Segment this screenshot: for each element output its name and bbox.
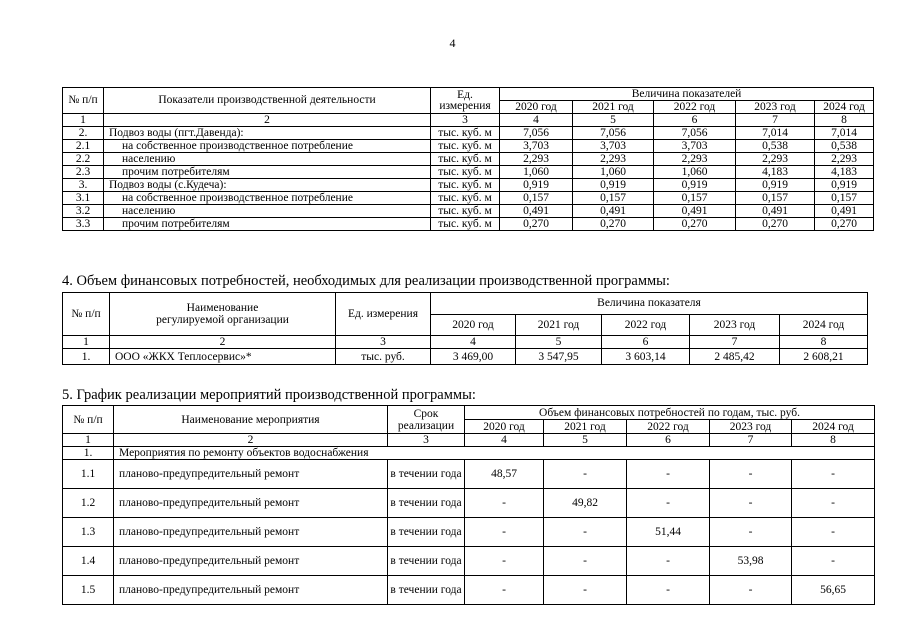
row-value: 2 485,42 <box>690 349 780 365</box>
row-num: 2.2 <box>63 153 104 166</box>
header-year: 2020 год <box>500 101 573 114</box>
event-term: в течении года <box>388 489 465 518</box>
index-cell: 1 <box>63 434 114 447</box>
header-year: 2021 год <box>544 420 627 434</box>
header-year: 2024 год <box>815 101 874 114</box>
row-value: 51,44 <box>627 518 710 547</box>
index-cell: 5 <box>573 114 654 127</box>
header-org <box>110 293 336 336</box>
row-unit: тыс. куб. м <box>431 166 500 179</box>
row-value: 3 469,00 <box>431 349 516 365</box>
index-row <box>63 434 875 447</box>
row-value: 1,060 <box>500 166 573 179</box>
index-cell: 4 <box>431 336 516 349</box>
table-row <box>63 576 875 605</box>
index-cell: 7 <box>710 434 792 447</box>
row-value: 0,919 <box>573 179 654 192</box>
row-value: - <box>710 518 792 547</box>
event-name: планово-предупредительный ремонт <box>114 576 388 605</box>
header-year: 2023 год <box>736 101 815 114</box>
row-value: - <box>465 547 544 576</box>
row-num: 2.1 <box>63 140 104 153</box>
header-year: 2024 год <box>792 420 875 434</box>
row-value: 0,919 <box>654 179 736 192</box>
row-num: 2.3 <box>63 166 104 179</box>
table-row <box>63 127 874 140</box>
row-value: 53,98 <box>710 547 792 576</box>
header-year: 2022 год <box>654 101 736 114</box>
row-name: на собственное производственное потребление <box>104 192 431 205</box>
row-value: 1,060 <box>654 166 736 179</box>
row-value: 7,014 <box>815 127 874 140</box>
index-cell: 8 <box>780 336 868 349</box>
row-value: 0,157 <box>573 192 654 205</box>
section5-title: 5. График реализации мероприятий производственной программы: <box>62 387 476 403</box>
row-value: 7,014 <box>736 127 815 140</box>
row-value: 2,293 <box>654 153 736 166</box>
financial-needs-table <box>62 292 868 365</box>
header-year: 2020 год <box>431 314 516 336</box>
row-value: 1,060 <box>573 166 654 179</box>
row-unit: тыс. руб. <box>336 349 431 365</box>
index-cell: 6 <box>654 114 736 127</box>
event-name: планово-предупредительный ремонт <box>114 547 388 576</box>
row-num: 1. <box>63 349 110 365</box>
row-value: 3,703 <box>500 140 573 153</box>
row-value: 0,491 <box>573 205 654 218</box>
row-value: 3 547,95 <box>516 349 602 365</box>
row-value: 0,157 <box>815 192 874 205</box>
index-cell: 1 <box>63 336 110 349</box>
header-year: 2023 год <box>690 314 780 336</box>
row-value: 0,491 <box>500 205 573 218</box>
header-year: 2024 год <box>780 314 868 336</box>
header-year: 2021 год <box>516 314 602 336</box>
index-cell: 4 <box>500 114 573 127</box>
event-term: в течении года <box>388 547 465 576</box>
event-term: в течении года <box>388 576 465 605</box>
index-cell: 4 <box>465 434 544 447</box>
header-num: № п/п <box>63 88 104 114</box>
index-cell: 7 <box>736 114 815 127</box>
header-num: № п/п <box>63 293 110 336</box>
row-value: - <box>710 576 792 605</box>
index-cell: 7 <box>690 336 780 349</box>
row-name: Подвоз воды (с.Кудеча): <box>104 179 431 192</box>
table-row <box>63 547 875 576</box>
row-unit: тыс. куб. м <box>431 127 500 140</box>
row-num: 1.4 <box>63 547 114 576</box>
table-row <box>63 218 874 231</box>
row-value: - <box>465 518 544 547</box>
group-num: 1. <box>63 447 114 460</box>
table-row <box>63 153 874 166</box>
event-name: планово-предупредительный ремонт <box>114 518 388 547</box>
row-value: 0,919 <box>736 179 815 192</box>
table-row <box>63 140 874 153</box>
row-value: - <box>627 489 710 518</box>
index-row <box>63 114 874 127</box>
row-value: 0,270 <box>736 218 815 231</box>
index-cell: 1 <box>63 114 104 127</box>
row-value: - <box>627 460 710 489</box>
row-value: 0,538 <box>736 140 815 153</box>
index-cell: 2 <box>110 336 336 349</box>
index-cell: 2 <box>114 434 388 447</box>
group-name: Мероприятия по ремонту объектов водоснабжения <box>114 447 875 460</box>
table-row <box>63 489 875 518</box>
row-value: 0,491 <box>736 205 815 218</box>
header-event: Наименование мероприятия <box>114 406 388 434</box>
header-indicator: Показатели производственной деятельности <box>104 88 431 114</box>
row-unit: тыс. куб. м <box>431 218 500 231</box>
row-value: 56,65 <box>792 576 875 605</box>
index-cell: 3 <box>336 336 431 349</box>
row-value: 2 608,21 <box>780 349 868 365</box>
production-indicators-table <box>62 87 874 231</box>
header-num: № п/п <box>63 406 114 434</box>
row-value: - <box>544 460 627 489</box>
header-term: Срок реализации <box>388 406 465 434</box>
row-value: - <box>710 460 792 489</box>
row-unit: тыс. куб. м <box>431 192 500 205</box>
header-org-line2: регулируемой организации <box>156 314 289 326</box>
event-name: планово-предупредительный ремонт <box>114 460 388 489</box>
row-num: 1.5 <box>63 576 114 605</box>
schedule-table <box>62 405 875 605</box>
row-value: 0,270 <box>500 218 573 231</box>
row-name: на собственное производственное потребление <box>104 140 431 153</box>
row-value: 4,183 <box>815 166 874 179</box>
row-value: 2,293 <box>500 153 573 166</box>
index-cell: 6 <box>602 336 690 349</box>
header-values: Величина показателя <box>431 293 868 315</box>
table-row <box>63 166 874 179</box>
index-cell: 5 <box>516 336 602 349</box>
row-value: 3 603,14 <box>602 349 690 365</box>
row-num: 1.2 <box>63 489 114 518</box>
row-value: 2,293 <box>815 153 874 166</box>
row-value: - <box>792 518 875 547</box>
table-row <box>63 349 868 365</box>
row-value: 0,270 <box>815 218 874 231</box>
table-row <box>63 192 874 205</box>
index-cell: 5 <box>544 434 627 447</box>
index-cell: 3 <box>388 434 465 447</box>
header-year: 2022 год <box>627 420 710 434</box>
row-value: 48,57 <box>465 460 544 489</box>
row-name: населению <box>104 153 431 166</box>
section4-title: 4. Объем финансовых потребностей, необходимых для реализации производственной программы: <box>62 273 670 289</box>
row-name: прочим потребителям <box>104 218 431 231</box>
event-name: планово-предупредительный ремонт <box>114 489 388 518</box>
org-name: ООО «ЖКХ Теплосервис»* <box>110 349 336 365</box>
header-year: 2021 год <box>573 101 654 114</box>
row-value: 0,491 <box>654 205 736 218</box>
header-values: Объем финансовых потребностей по годам, тыс. руб. <box>465 406 875 420</box>
header-year: 2022 год <box>602 314 690 336</box>
header-year: 2023 год <box>710 420 792 434</box>
row-value: 0,919 <box>815 179 874 192</box>
row-num: 1.3 <box>63 518 114 547</box>
table-row <box>63 179 874 192</box>
index-row <box>63 336 868 349</box>
row-unit: тыс. куб. м <box>431 140 500 153</box>
row-name: прочим потребителям <box>104 166 431 179</box>
row-num: 3.2 <box>63 205 104 218</box>
table-row <box>63 460 875 489</box>
row-value: - <box>710 489 792 518</box>
row-value: 0,157 <box>654 192 736 205</box>
row-value: - <box>465 489 544 518</box>
row-num: 3.3 <box>63 218 104 231</box>
row-value: - <box>792 489 875 518</box>
row-unit: тыс. куб. м <box>431 179 500 192</box>
row-value: 4,183 <box>736 166 815 179</box>
row-num: 3.1 <box>63 192 104 205</box>
index-cell: 6 <box>627 434 710 447</box>
row-value: - <box>627 547 710 576</box>
event-term: в течении года <box>388 460 465 489</box>
row-value: - <box>792 460 875 489</box>
index-cell: 8 <box>815 114 874 127</box>
row-unit: тыс. куб. м <box>431 153 500 166</box>
row-value: 7,056 <box>573 127 654 140</box>
index-cell: 8 <box>792 434 875 447</box>
header-org-line1: Наименование <box>186 302 259 314</box>
row-value: 2,293 <box>736 153 815 166</box>
row-name: населению <box>104 205 431 218</box>
row-value: 0,270 <box>573 218 654 231</box>
row-value: 0,919 <box>500 179 573 192</box>
row-value: - <box>544 547 627 576</box>
table-row <box>63 518 875 547</box>
table-row <box>63 205 874 218</box>
row-value: - <box>792 547 875 576</box>
page-number: 4 <box>449 36 456 50</box>
row-num: 2. <box>63 127 104 140</box>
header-unit: Ед. измерения <box>336 293 431 336</box>
row-num: 3. <box>63 179 104 192</box>
row-value: 3,703 <box>573 140 654 153</box>
header-values: Величина показателей <box>500 88 874 101</box>
row-value: - <box>465 576 544 605</box>
row-name: Подвоз воды (пгт.Давенда): <box>104 127 431 140</box>
row-value: - <box>544 518 627 547</box>
event-term: в течении года <box>388 518 465 547</box>
row-value: 0,157 <box>500 192 573 205</box>
row-value: 0,491 <box>815 205 874 218</box>
row-value: 3,703 <box>654 140 736 153</box>
row-value: 0,538 <box>815 140 874 153</box>
group-row <box>63 447 875 460</box>
row-value: 0,270 <box>654 218 736 231</box>
index-cell: 3 <box>431 114 500 127</box>
row-value: - <box>627 576 710 605</box>
row-value: - <box>544 576 627 605</box>
index-cell: 2 <box>104 114 431 127</box>
row-value: 2,293 <box>573 153 654 166</box>
row-value: 0,157 <box>736 192 815 205</box>
row-unit: тыс. куб. м <box>431 205 500 218</box>
row-value: 7,056 <box>654 127 736 140</box>
header-unit: Ед. измерения <box>431 88 500 114</box>
header-year: 2020 год <box>465 420 544 434</box>
row-value: 7,056 <box>500 127 573 140</box>
row-value: 49,82 <box>544 489 627 518</box>
row-num: 1.1 <box>63 460 114 489</box>
